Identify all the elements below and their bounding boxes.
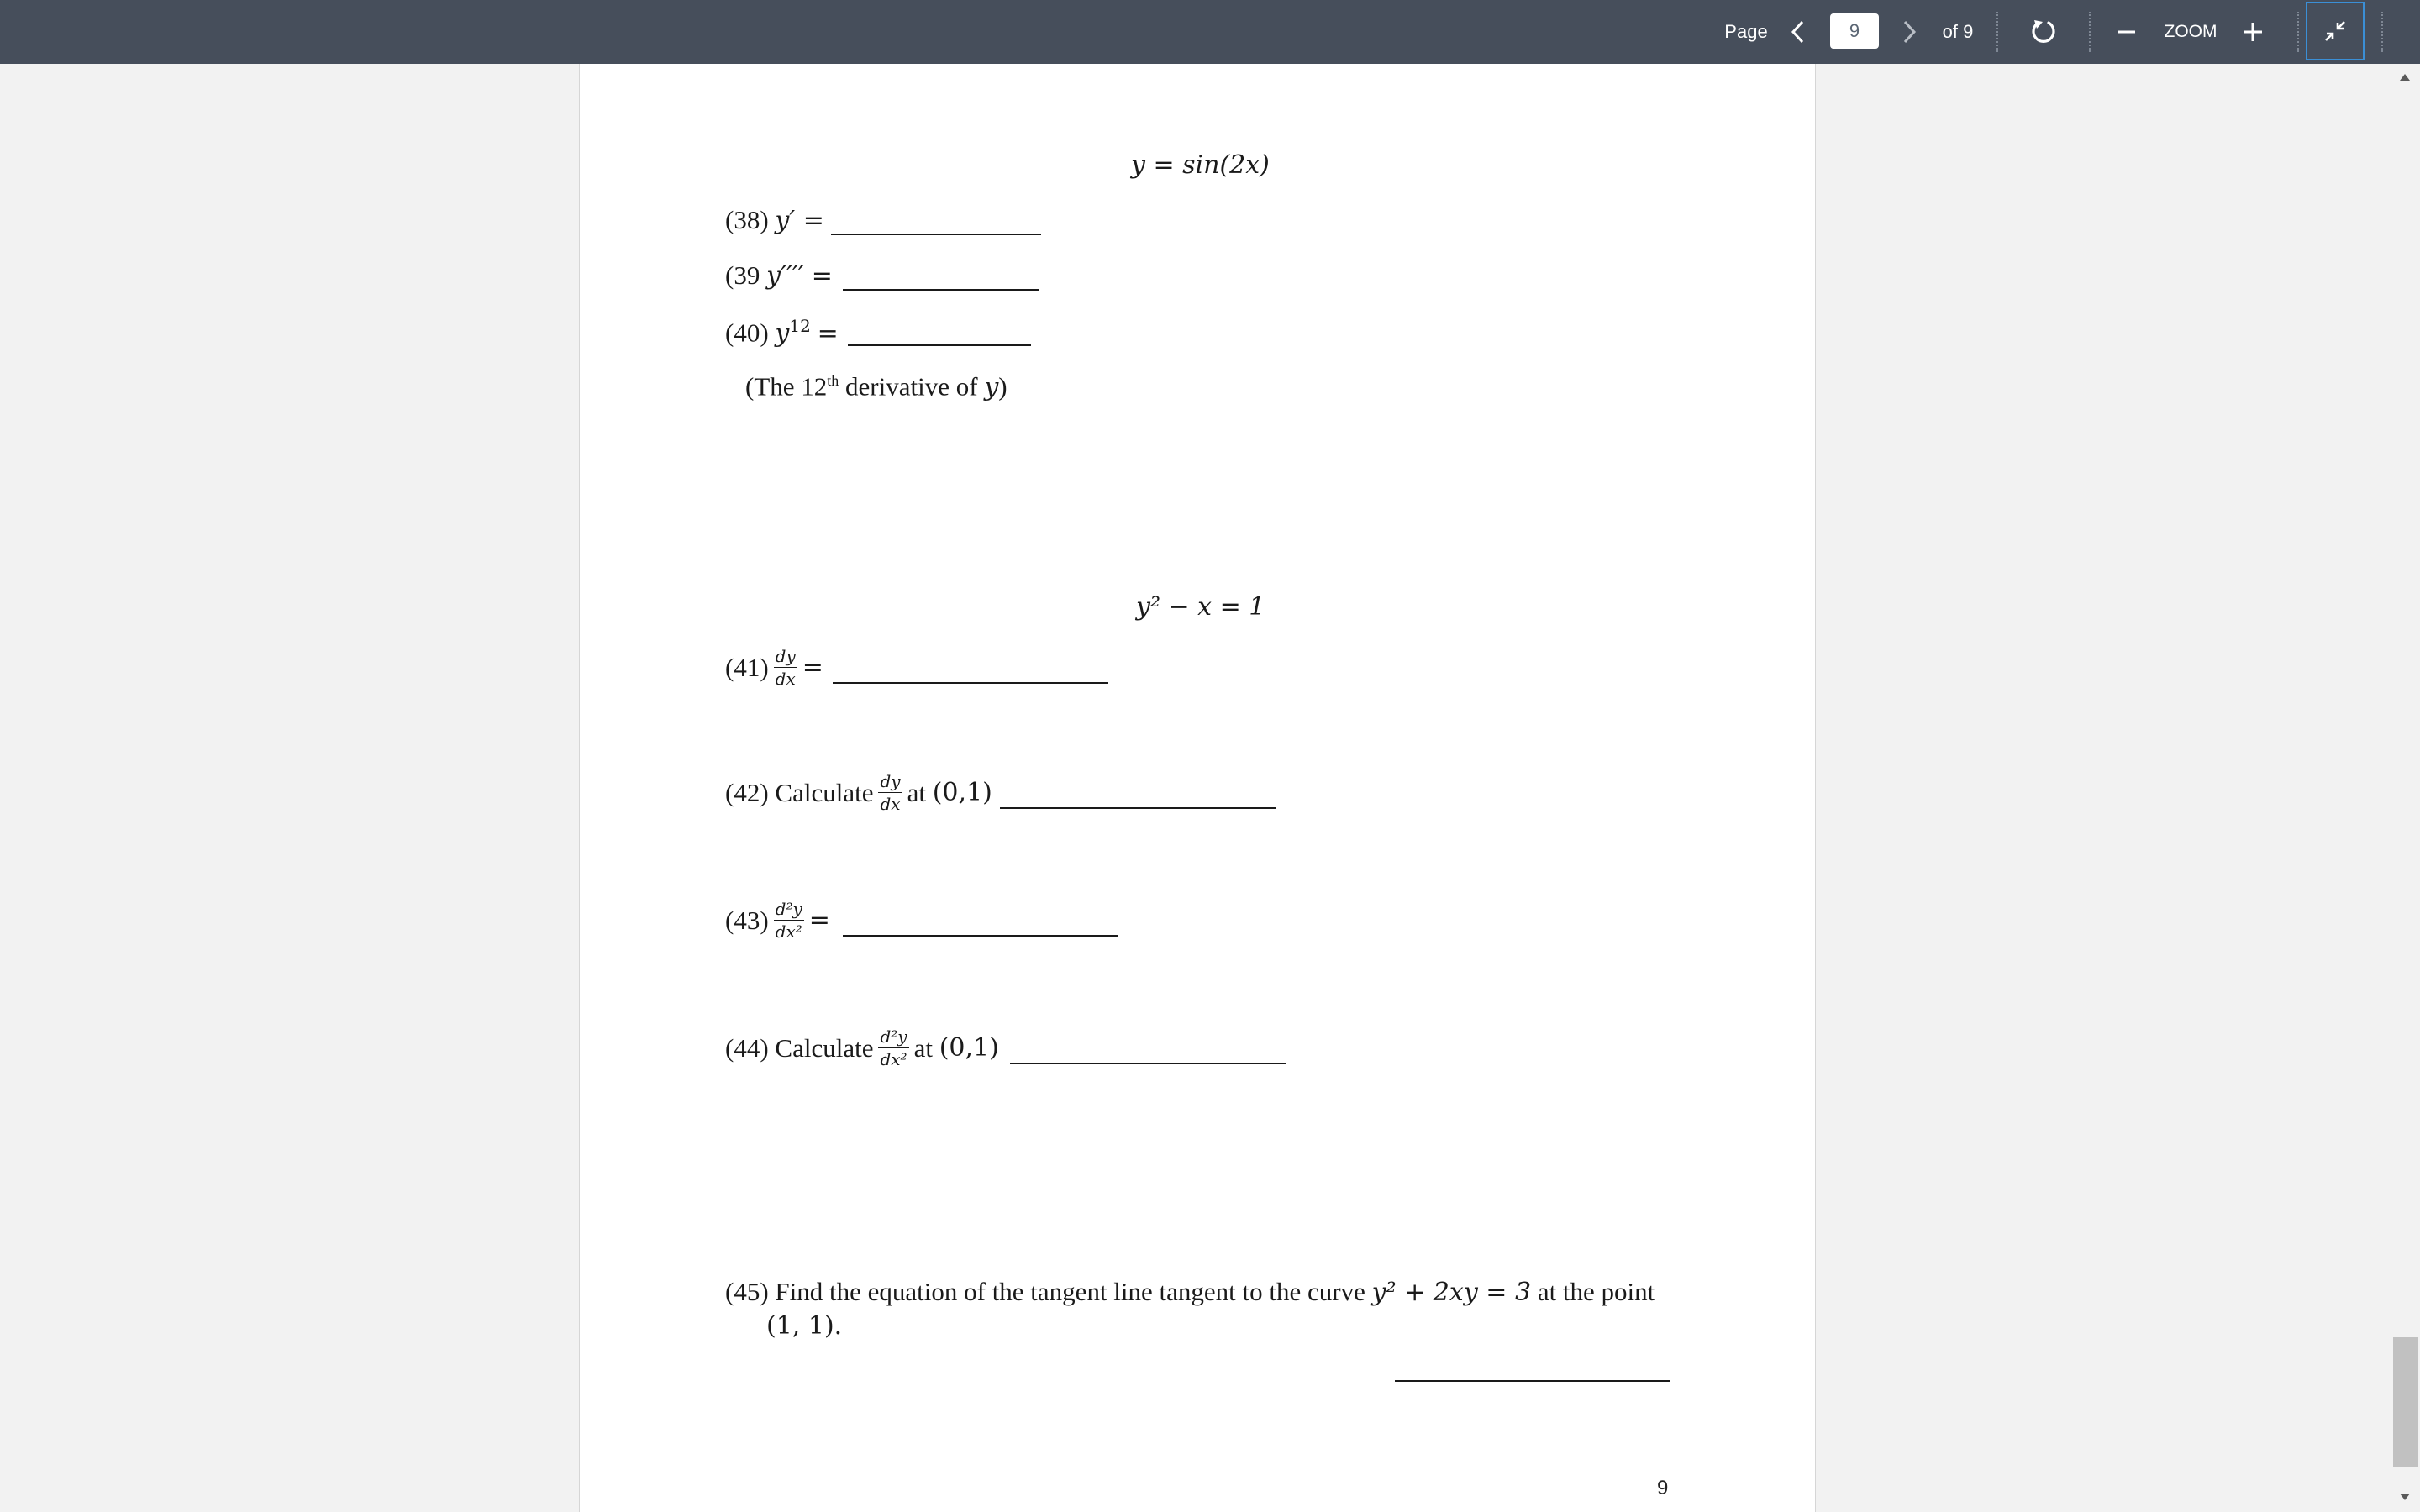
question-variable: y xyxy=(775,318,790,349)
chevron-left-icon xyxy=(1790,19,1807,45)
chevron-right-icon xyxy=(1901,19,1918,45)
question-equals: = xyxy=(808,905,830,935)
scroll-up-arrow-icon[interactable] xyxy=(2398,72,2412,82)
note-superscript: th xyxy=(827,372,839,389)
answer-blank-44 xyxy=(1010,1063,1286,1064)
question-43 xyxy=(725,900,830,941)
zoom-in-icon xyxy=(2242,21,2264,43)
answer-blank-39 xyxy=(843,289,1039,291)
page-number-input[interactable] xyxy=(1830,13,1879,49)
question-text: at the point xyxy=(1537,1277,1655,1306)
page-count: of 9 xyxy=(1942,21,1974,42)
fraction-numerator: dy xyxy=(880,771,901,791)
fraction-denominator: dx² xyxy=(775,921,802,942)
question-38 xyxy=(725,207,824,234)
question-40-note xyxy=(745,373,1007,400)
zoom-out-icon xyxy=(2117,22,2137,42)
page-label: Page xyxy=(1724,21,1768,42)
fraction-denominator: dx xyxy=(775,669,796,689)
question-42 xyxy=(725,772,992,813)
fraction-numerator: d²y xyxy=(775,899,802,919)
note-close: ) xyxy=(998,371,1007,402)
scroll-down-arrow-icon[interactable] xyxy=(2398,1492,2412,1502)
answer-blank-38 xyxy=(831,234,1041,235)
equation-sin: y = sin(2x) xyxy=(1131,150,1270,180)
question-39 xyxy=(725,262,833,289)
question-number: (41) xyxy=(725,653,769,682)
fraction-denominator: dx² xyxy=(880,1049,908,1069)
vertical-scrollbar[interactable] xyxy=(2390,64,2420,1512)
exit-fullscreen-icon xyxy=(2323,18,2348,44)
answer-blank-40 xyxy=(848,344,1031,346)
fraction-denominator: dx xyxy=(880,794,901,814)
toolbar-separator xyxy=(1996,12,1998,52)
equation-implicit: y² − x = 1 xyxy=(1136,592,1265,622)
question-text: (44) Calculate xyxy=(725,1033,874,1063)
question-number: (39 xyxy=(725,260,760,290)
question-exponent: 12 xyxy=(789,316,811,336)
answer-blank-45 xyxy=(1395,1380,1670,1382)
pdf-page xyxy=(579,64,1816,1512)
question-text: at xyxy=(913,1033,933,1063)
question-41 xyxy=(725,647,823,688)
question-number: (43) xyxy=(725,906,769,935)
note-text: (The 12 xyxy=(745,371,828,402)
rotate-button[interactable] xyxy=(2025,0,2062,64)
exit-fullscreen-button[interactable] xyxy=(2306,2,2365,60)
pdf-toolbar xyxy=(0,0,2420,64)
question-expression: y′′′′ = xyxy=(766,261,833,291)
question-text: at xyxy=(907,778,926,807)
zoom-in-button[interactable] xyxy=(2238,0,2267,64)
question-point: (0,1) xyxy=(939,1032,999,1063)
fraction-numerator: dy xyxy=(775,646,796,666)
question-40 xyxy=(725,316,839,349)
note-variable: y xyxy=(984,372,999,402)
derivative-fraction xyxy=(774,647,797,688)
page-number: 9 xyxy=(1657,1477,1669,1499)
question-point: (0,1) xyxy=(932,777,992,807)
answer-blank-42 xyxy=(1000,807,1276,809)
answer-blank-43 xyxy=(843,935,1118,937)
question-text: (42) Calculate xyxy=(725,778,874,807)
question-curve: y² + 2xy = 3 xyxy=(1371,1278,1532,1307)
toolbar-separator xyxy=(2089,12,2091,52)
zoom-label: ZOOM xyxy=(2164,22,2217,41)
zoom-out-button[interactable] xyxy=(2112,0,2141,64)
answer-blank-41 xyxy=(833,682,1108,684)
question-equals: = xyxy=(817,318,839,349)
toolbar-separator xyxy=(2297,12,2299,52)
question-expression: y′ = xyxy=(775,206,824,235)
previous-page-button[interactable] xyxy=(1781,0,1815,64)
note-text: derivative of xyxy=(839,371,985,402)
rotate-icon xyxy=(2029,18,2058,46)
derivative-fraction xyxy=(878,772,902,813)
second-derivative-fraction xyxy=(774,900,804,941)
question-equals: = xyxy=(802,652,823,682)
question-text: (45) Find the equation of the tangent line tangent to the curve xyxy=(725,1277,1365,1306)
next-page-button[interactable] xyxy=(1892,0,1926,64)
question-number: (38) xyxy=(725,205,769,234)
second-derivative-fraction xyxy=(878,1027,908,1068)
question-45-point: (1, 1). xyxy=(766,1311,843,1341)
question-number: (40) xyxy=(725,318,769,348)
fraction-numerator: d²y xyxy=(880,1026,908,1047)
question-44 xyxy=(725,1027,999,1068)
question-45 xyxy=(725,1278,1655,1305)
scrollbar-thumb[interactable] xyxy=(2393,1337,2418,1467)
toolbar-separator xyxy=(2381,12,2383,52)
